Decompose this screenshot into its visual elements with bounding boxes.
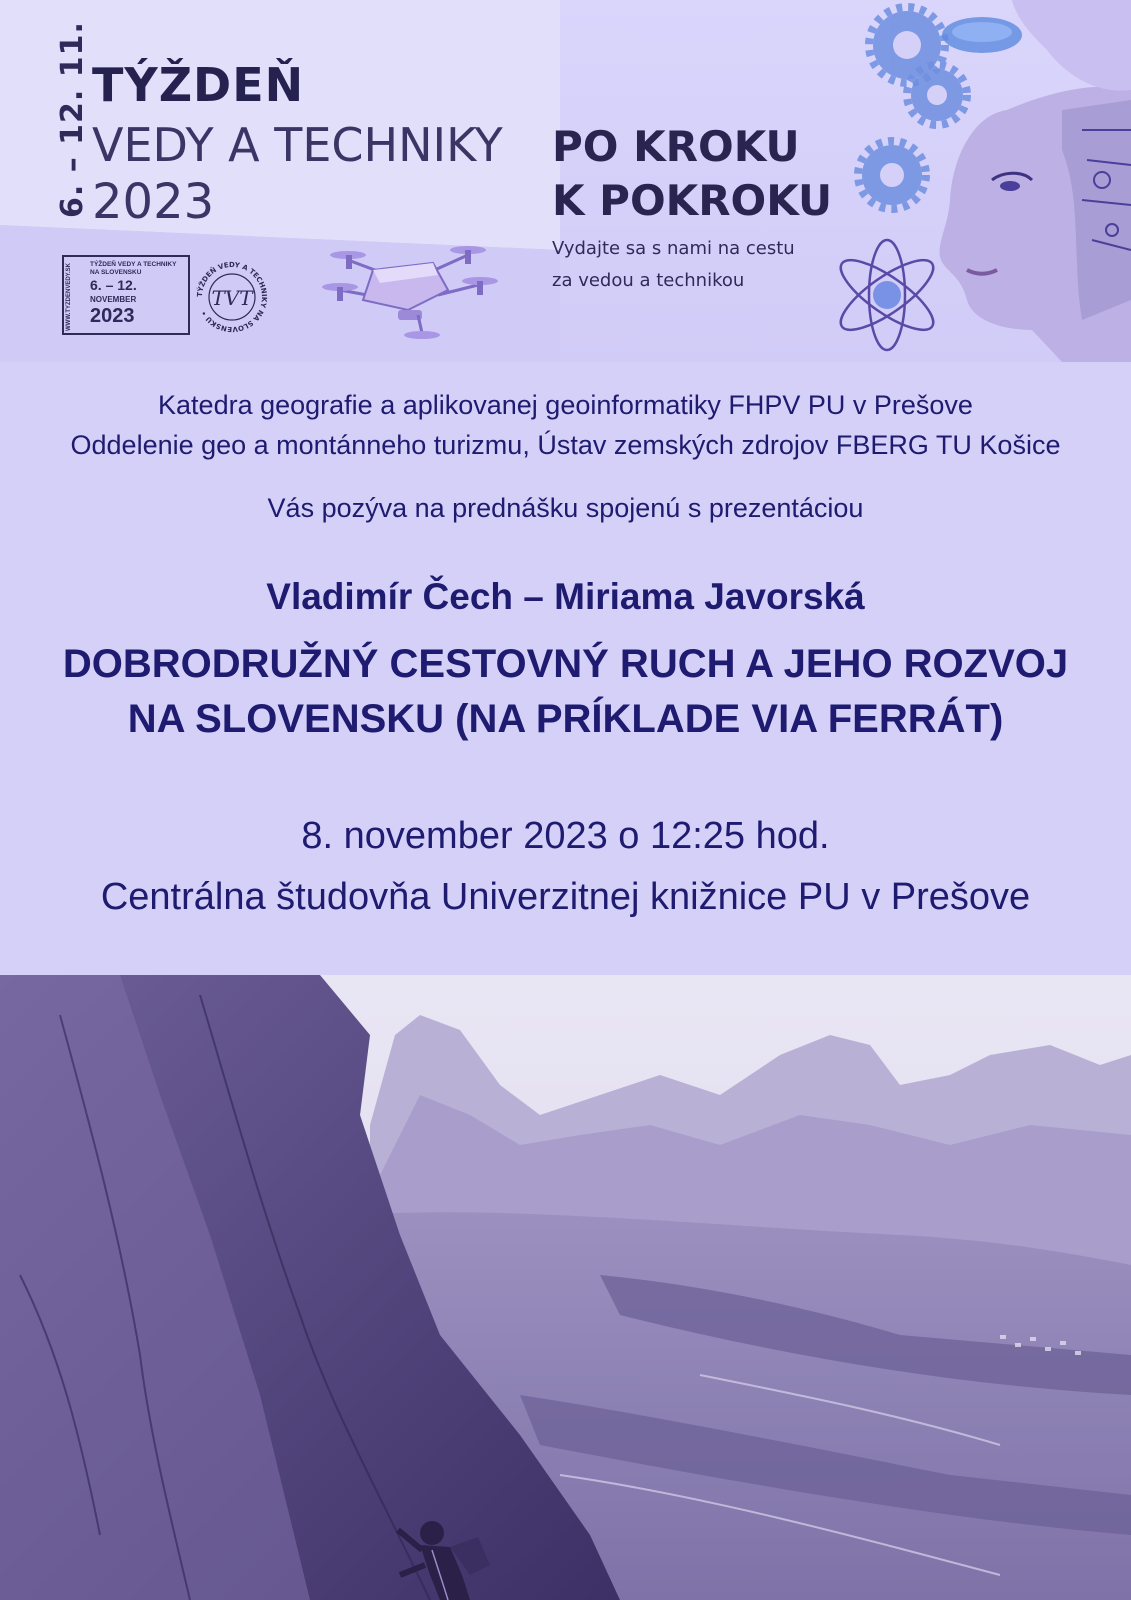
seal-ring-text: TÝŽDEŇ VEDY A TECHNIKY NA SLOVENSKU • bbox=[195, 260, 269, 334]
stamp-year: 2023 bbox=[90, 305, 135, 327]
header-banner bbox=[0, 0, 1131, 362]
slogan-line2: K POKROKU bbox=[552, 176, 833, 225]
stamp-url: WWW.TYZDENVEDY.SK bbox=[66, 262, 72, 331]
stamp-month: NOVEMBER bbox=[90, 295, 137, 304]
stamp-days: 6. – 12. bbox=[90, 277, 137, 293]
department-line1: Katedra geografie a aplikovanej geoinformatiky FHPV PU v Prešove bbox=[158, 390, 973, 420]
department-line2: Oddelenie geo a montánneho turizmu, Ústav zemských zdrojov FBERG TU Košice bbox=[70, 430, 1061, 460]
tagline-line1: Vydajte sa s nami na cestu bbox=[552, 238, 795, 259]
tvt-seal-logo bbox=[190, 255, 274, 339]
drone-icon bbox=[318, 215, 498, 345]
event-stamp bbox=[62, 255, 269, 339]
via-ferrata-photo bbox=[0, 975, 1131, 1600]
tagline-line2: za vedou a technikou bbox=[552, 270, 745, 291]
lecture-venue: Centrálna študovňa Univerzitnej knižnice PU v Prešove bbox=[100, 876, 1031, 918]
lecture-date-time: 8. november 2023 o 12:25 hod. bbox=[301, 815, 830, 857]
invitation-text: Vás pozýva na prednášku spojenú s prezentáciou bbox=[267, 493, 864, 523]
event-title-line2: VEDY A TECHNIKY bbox=[92, 118, 503, 172]
slogan-line1: PO KROKU bbox=[552, 122, 800, 171]
lecture-title-line2: NA SLOVENSKU (NA PRÍKLADE VIA FERRÁT) bbox=[127, 697, 1004, 741]
seal-mark: TVT bbox=[211, 286, 253, 310]
robot-head-illustration bbox=[832, 0, 1131, 362]
event-title-line1: TÝŽDEŇ bbox=[92, 58, 305, 112]
event-dates-vertical: 6. – 12. 11. bbox=[55, 21, 90, 218]
stamp-heading: TÝŽDEŇ VEDY A TECHNIKY NA SLOVENSKU bbox=[90, 261, 177, 276]
lecture-authors: Vladimír Čech – Miriama Javorská bbox=[266, 576, 865, 617]
event-title-year: 2023 bbox=[92, 174, 215, 230]
lecture-title-line1: DOBRODRUŽNÝ CESTOVNÝ RUCH A JEHO ROZVOJ bbox=[62, 642, 1069, 686]
